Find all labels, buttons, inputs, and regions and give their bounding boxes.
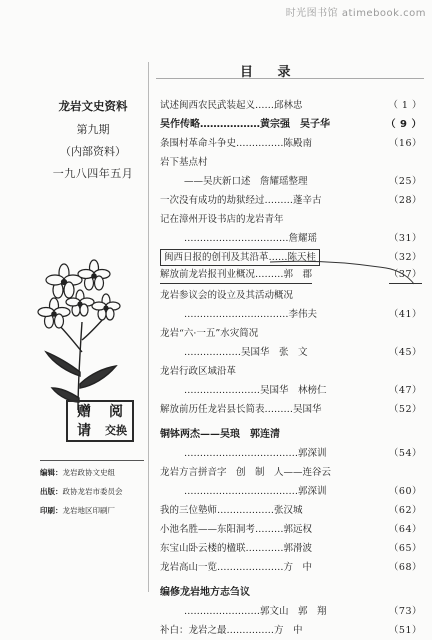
site-watermark: 时光图书馆 atimebook.com (285, 8, 426, 19)
toc-entry-title: 记在漳州开设书店的龙岩青年 (160, 214, 284, 225)
stamp-char: 赠 (77, 403, 91, 420)
toc-entry (160, 362, 424, 381)
toc-entry-page: （51） (388, 625, 422, 636)
toc-entry-title: ……………………郭文山 郭 翔 (184, 606, 327, 617)
toc-entry (160, 172, 424, 191)
colophon-rule (40, 460, 144, 461)
colophon-publisher (40, 486, 148, 497)
toc-entry-title: 我的三位塾师………………张汉城 (160, 505, 303, 516)
toc-entry-page: （32） (388, 252, 422, 263)
toc-entry (160, 463, 424, 482)
toc-entry-page: （62） (388, 505, 422, 516)
toc-entry-title: ……………………吴国华 林榜仁 (184, 385, 327, 396)
toc-entry-title: 龙岩高山一览…………………方 中 (160, 562, 313, 573)
toc-entry (160, 96, 424, 115)
toc-entry (160, 229, 424, 248)
journal-series: 龙岩文史资料 (58, 99, 128, 113)
toc-entry-page: （47） (388, 385, 422, 396)
toc-entry (160, 482, 424, 501)
toc-entry (160, 343, 424, 362)
toc-entry (160, 425, 424, 444)
toc-entry-title: 铜钵两杰——吴琅 郭连清 (160, 429, 280, 440)
toc-entry-title: 龙岩行政区域沿革 (160, 366, 237, 377)
toc-entry-page: （45） (388, 347, 422, 358)
toc-entry (160, 381, 424, 400)
toc-entry (160, 539, 424, 558)
toc-entry-page: （16） (388, 138, 422, 149)
colophon-value: 政协龙岩市委员会 (62, 487, 123, 496)
colophon-label: 出版： (40, 487, 63, 496)
toc-entry-page: （31） (388, 233, 422, 244)
toc-entry (160, 134, 424, 153)
toc-entry-title: ………………吴国华 张 文 (184, 347, 308, 358)
toc-entry (160, 583, 424, 602)
toc-entry-page: （ 9 ） (385, 119, 422, 130)
toc-entry-page: （54） (388, 448, 422, 459)
toc-entry-page: （60） (388, 486, 422, 497)
toc-entry (160, 558, 424, 577)
toc-entry (160, 520, 424, 539)
handwritten-underline-mark (268, 256, 418, 286)
toc-entry-page: （52） (388, 404, 422, 415)
colophon-label: 编辑： (40, 468, 63, 477)
toc-title: 目 录 (240, 65, 301, 80)
toc-entry-title: 条围村革命斗争史……………陈殿南 (160, 138, 313, 149)
toc-entry-title: 试述闽西农民武装起义……邱林忠 (160, 100, 303, 111)
toc-entry-page: （37） (389, 267, 422, 284)
toc-entry-title: ——吴庆新口述 詹耀瑶整理 (184, 176, 308, 187)
toc-entry-page: （41） (388, 309, 422, 320)
colophon-editor (40, 467, 148, 478)
toc-entry (160, 621, 424, 640)
toc-entry (160, 400, 424, 419)
stamp-char: 交换 (105, 424, 127, 437)
toc-entry (160, 602, 424, 621)
journal-issue: 第九期 (76, 123, 110, 136)
toc-entry-page: （65） (388, 543, 422, 554)
toc-entry-title: 闽西日报的创刊及其沿革……陈天桂 (160, 249, 320, 266)
toc-entry-title: 吴作传略………………黄宗强 吴子华 (160, 119, 330, 130)
colophon-label: 印刷： (40, 506, 63, 515)
toc-entry-title: ……………………………詹耀瑶 (184, 233, 318, 244)
toc-entry-title: 小池名胜——东阳洞考………郭远权 (160, 524, 313, 535)
toc-entry (160, 153, 424, 172)
table-of-contents (160, 96, 424, 640)
toc-entry-title: 一次没有成功的劫狱经过………蓬辛古 (160, 195, 322, 206)
journal-date: 一九八四年五月 (52, 167, 134, 180)
toc-entry-title: 东宝山卧云楼的楹联…………郭滑波 (160, 543, 313, 554)
toc-entry (160, 305, 424, 324)
flower-illustration (34, 252, 126, 412)
toc-entry (160, 444, 424, 463)
toc-entry-title: 编修龙岩地方志刍议 (160, 587, 250, 598)
toc-entry-page: （73） (388, 606, 422, 617)
toc-entry-title: ………………………………郭深训 (184, 448, 327, 459)
toc-entry (160, 115, 424, 134)
toc-entry-title: 龙岩方言拼音字 创 制 人——连谷云 (160, 467, 332, 478)
toc-entry-page: （64） (388, 524, 422, 535)
column-divider (148, 62, 149, 592)
toc-entry-title: 龙岩参议会的设立及其活动概况 (160, 290, 294, 301)
stamp-char: 请 (77, 422, 91, 439)
toc-entry (160, 210, 424, 229)
toc-entry-page: （ 1 ） (388, 100, 422, 111)
toc-entry-title: ……………………………李伟夫 (184, 309, 318, 320)
journal-info (44, 98, 142, 181)
toc-entry-title: 解放前龙岩报刊业概况………郭 郡 (160, 267, 312, 284)
toc-entry-title: ………………………………郭深训 (184, 486, 327, 497)
stamp-char: 阅 (109, 403, 123, 420)
colophon (40, 460, 148, 524)
toc-entry-page: （28） (388, 195, 422, 206)
colophon-value: 龙岩政协文史组 (62, 468, 115, 477)
toc-entry (160, 286, 424, 305)
colophon-printer (40, 505, 148, 516)
journal-internal-note: （内部资料） (60, 145, 126, 158)
toc-entry-title: 解放前历任龙岩县长简表………吴国华 (160, 404, 322, 415)
toc-entry-page: （68） (388, 562, 422, 573)
toc-entry (160, 501, 424, 520)
toc-entry-page: （25） (388, 176, 422, 187)
toc-entry (160, 191, 424, 210)
toc-entry-title: 岩下基点村 (160, 157, 208, 168)
colophon-value: 龙岩地区印刷厂 (62, 506, 115, 515)
toc-entry-title: 龙岩“六·一五”水灾简况 (160, 328, 259, 339)
gift-exchange-stamp (66, 400, 134, 442)
toc-entry-title: 补白：龙岩之最……………方 中 (160, 625, 303, 636)
toc-entry (160, 324, 424, 343)
